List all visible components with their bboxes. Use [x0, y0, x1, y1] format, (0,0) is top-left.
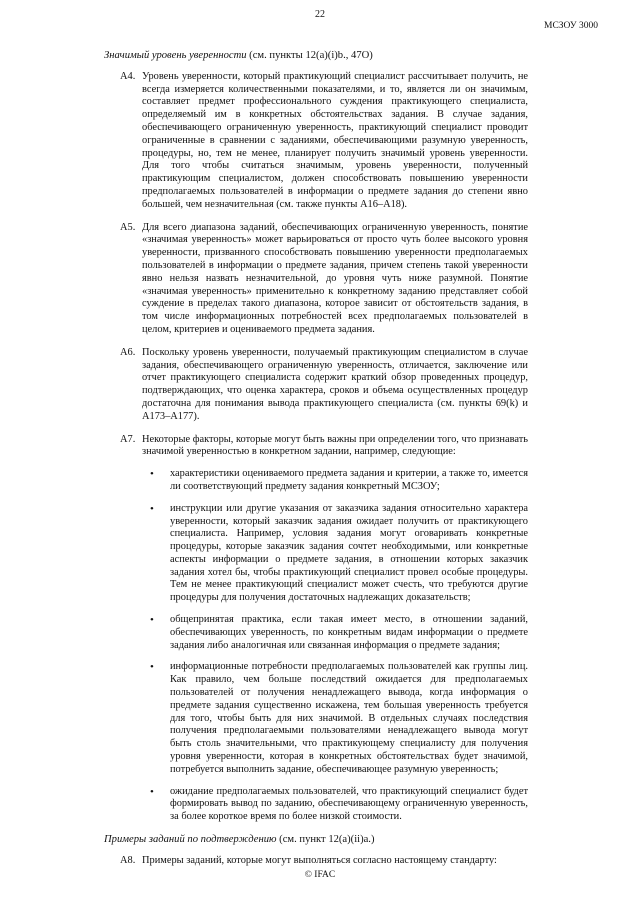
paragraph-text: Некоторые факторы, которые могут быть важны при определении того, что признавать значимой уверенностью в конкретном задании, например, следующие: [142, 433, 528, 458]
bullet-item [142, 661, 528, 776]
bullet-dot-icon: • [150, 785, 154, 798]
paragraph-text: Для всего диапазона заданий, обеспечивающих ограниченную уверенность, понятие «значимая уверенность» может варьироваться от просто чуть более высокого уровня уверенности, призванного способствовать повышению уверенности предполагаемых пользователей в информации о предмете задания, причем степень такой уверенности явно нельзя назвать незначительной, до уровня чуть ниже разумной. Понятие «значимая уверенность» применительно к конкретному заданию представляет собой суждение в пределах такого диапазона, которое зависит от обстоятельств задания, в том числе информационных потребностей всех предполагаемых пользователей в целом, критериев и оцениваемого предмета задания. [142, 221, 528, 335]
paragraph-a5 [96, 222, 528, 337]
bullet-item [142, 503, 528, 605]
paragraph-body [142, 434, 528, 825]
paragraph-number: A4. [120, 70, 136, 82]
bullet-text: ожидание предполагаемых пользователей, что практикующий специалист будет формировать вывод по заданию, обеспечивающему ограниченную уверенность, за более короткое время по более низкой стоимости. [170, 785, 528, 823]
bullet-item [142, 614, 528, 652]
section-ref: (см. пункт 12(a)(ii)a.) [276, 834, 375, 846]
footer-copyright: © IFAC [304, 870, 336, 880]
section-ref: (см. пункты 12(a)(i)b., 47O) [246, 50, 373, 61]
bullet-text: инструкции или другие указания от заказчика задания относительно характера уверенности, который заказчик задания ожидает получить от практикующего специалиста. Например, условия задания могут оговаривать конкретные процедуры, которые заказчик задания сочтет необходимыми, или конкретные аспекты информации о предмете задания, в отношении которых заказчик задания хотел бы, чтобы практикующий специалист провел особые процедуры. Тем не менее практикующий специалист может счесть, что требуются другие процедуры для получения достаточных надлежащих доказательств; [170, 502, 528, 604]
bullet-text: характеристики оцениваемого предмета задания и критерии, а также то, имеется ли соответствующий предмету задания конкретный МСЗОУ; [170, 468, 528, 492]
paragraph-text: Поскольку уровень уверенности, получаемый практикующим специалистом в случае задания, обеспечивающего ограниченную уверенность, отличается, заключение или отчет практикующего специалиста содержит краткий обзор проведенных процедур, подтверждающих, что оценка характера, сроков и объема осуществленных процедур достаточна для понимания вывода практикующего специалиста (см. пункты 69(k) и A173–A177). [142, 346, 528, 422]
paragraph-a4 [96, 71, 528, 212]
page-number: 22 [315, 9, 325, 20]
section-title: Примеры заданий по подтверждению [104, 834, 277, 846]
bullet-item [142, 468, 528, 494]
paragraph-a7 [96, 434, 528, 825]
paragraph-a6 [96, 347, 528, 424]
bullet-text: информационные потребности предполагаемых пользователей как группы лиц. Как правило, чем больше последствий ожидается для предполагаемых пользователей от получения ненадлежащего вывода, когда информация о предмете задания существенно искажена, тем большая уверенность требуется для того, чтобы быть для них значимой. В отдельных случаях последствия получения предполагаемыми пользователями ненадлежащего вывода могут быть столь значительными, что практикующему специалисту для получения уровня уверенности, которая в конкретных обстоятельствах будет значимой, потребуется выполнить задание, обеспечивающее разумную уверенность; [170, 661, 528, 775]
standard-code: МСЗОУ 3000 [544, 21, 598, 31]
paragraph-text: Уровень уверенности, который практикующий специалист рассчитывает получить, не всегда измеряется количественными показателями, и то, является ли он значимым, составляет предмет профессионального суждения практикующего специалиста, определяемый им в конкретных обстоятельствах задания. В случае задания, обеспечивающего ограниченную уверенность, практикующий специалист проводит ограниченные в сравнении с заданиями, обеспечивающими разумную уверенность, процедуры, но, тем не менее, планирует получить значимый уровень уверенности. Для того чтобы считаться значимым, уровень уверенности, полученный практикующим специалистом, должен способствовать повышению уверенности предполагаемых пользователей в информации о предмете задания до степени явно большей, чем незначительная (см. также пункты A16–A18). [142, 70, 528, 210]
bullet-text: общепринятая практика, если такая имеет место, в отношении заданий, обеспечивающих уверенность, по конкретным видам информации о предмете задания либо аналогичная или связанная информация о предмете задания; [170, 614, 528, 651]
paragraph-number: A8. [120, 854, 136, 866]
paragraph-number: A5. [120, 221, 136, 233]
section-heading [104, 834, 528, 847]
paragraph-number: A6. [120, 346, 136, 358]
bullet-dot-icon: • [150, 661, 154, 674]
section-heading [104, 50, 528, 63]
paragraph-number: A7. [120, 433, 136, 445]
bullet-item [142, 786, 528, 824]
document-body [96, 50, 528, 878]
paragraph-a8 [96, 855, 528, 868]
bullet-dot-icon: • [150, 468, 154, 481]
paragraph-text: Примеры заданий, которые могут выполняться согласно настоящему стандарту: [142, 854, 497, 866]
bullet-dot-icon: • [150, 614, 154, 627]
section-title: Значимый уровень уверенности [104, 50, 247, 61]
bullet-dot-icon: • [150, 502, 154, 515]
